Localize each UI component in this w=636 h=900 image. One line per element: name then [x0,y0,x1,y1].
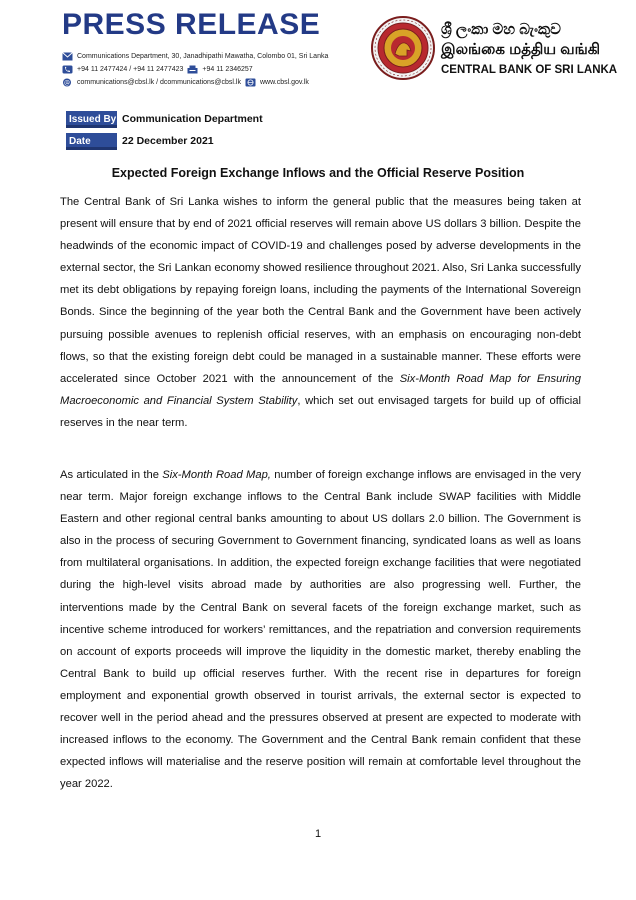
date-row [66,131,263,151]
issued-by-row [66,109,263,129]
bank-name-tamil: இலங்கை மத்திய வங்கி [441,41,601,58]
bank-name-sinhala: ශ්‍රී ලංකා මහ බැංකුව [441,21,561,38]
phone-icon [62,65,73,74]
phone-row [62,63,328,75]
press-release-title: PRESS RELEASE [62,8,321,41]
page-header [0,0,636,100]
website-link[interactable]: www.cbsl.gov.lk [260,79,309,87]
page-number: 1 [314,828,322,840]
paragraph-2-italic: Six-Month Road Map, [162,469,271,481]
issued-by-label: Issued By [66,111,117,128]
phone-text: +94 11 2477424 / +94 11 2477423 [77,65,184,73]
paragraph-1-text-b: , which set out envisaged targets for build up of official reserves in the near term. [60,394,581,429]
email-icon [62,78,73,87]
issued-by-value: Communication Department [122,113,263,125]
paragraph-2 [60,464,581,795]
cbsl-seal-icon [371,16,435,80]
web-icon [245,78,256,87]
paragraph-1-text-a: The Central Bank of Sri Lanka wishes to inform the general public that the measures being taken at present will ensure that by end of 2021 official reserves will remain above US dollars 3 billion. Despite the headwinds of the economic impact of COVID-19 and challenges posed by adverse developments in the external sector, the Sri Lankan economy showed resilience throughout 2021. Also, Sri Lanka successfully met its debt obligations by repaying foreign loans, including the payments of the International Sovereign Bonds. Since the beginning of the year both the Central Bank and the Government have been actively pursuing possible avenues to replenish official reserves, with an emphasis on encouraging non-debt flows, so that the existing foreign debt could be managed in a sustainable manner. These efforts were accelerated since October 2021 with the announcement of the [60,196,581,385]
address-text: Communications Department, 30, Janadhipathi Mawatha, Colombo 01, Sri Lanka [77,52,329,60]
address-row [62,50,328,62]
svg-text:@: @ [64,79,70,87]
document-title: Expected Foreign Exchange Inflows and the Official Reserve Position [111,166,525,180]
email-row [62,77,328,89]
date-label: Date [66,133,117,150]
envelope-icon [62,52,73,61]
date-value: 22 December 2021 [122,135,214,147]
paragraph-1-italic: Six-Month Road Map for Ensuring Macroeconomic and Financial System Stability [60,372,581,407]
contact-block [62,50,328,90]
bank-name-block [441,20,617,78]
email-link[interactable]: communications@cbsl.lk / dcommunications@cbsl.lk [77,79,241,87]
paragraph-1 [60,191,581,434]
bank-name-english: CENTRAL BANK OF SRI LANKA [441,64,618,76]
paragraph-2-text-b: number of foreign exchange inflows are envisaged in the very near term. Major foreign exchange inflows to the Central Bank include SWAP facilities with Middle Eastern and other regional central banks amounting to about US dollars 2.0 billion. The Government is also in the process of securing Government to Government financing, syndicated loans as well as loans from multilateral organisations. In addition, the expected foreign exchange facilities that were negotiated during the high-level visits abroad made by authorities are also progressing well. Further, the interventions made by the Central Bank on several facets of the foreign exchange market, such as incentive scheme introduced for workers’ remittances, and the repatriation and conversion requirements on account of exports proceeds will improve the liquidity in the domestic market, thereby enabling the Central Bank to build up official reserves further. With the recent rise in departures for foreign employment and exponential growth observed in tourist arrivals, the external sector is expected to recover well in the period ahead and the pressures observed at present are expected to moderate with increased inflows to the economy. The Government and the Central Bank remain confident that these expected inflows will materialise and the reserve position will remain at comfortable level throughout the year 2022. [60,469,581,791]
issue-meta [66,109,263,153]
fax-text: +94 11 2346257 [202,65,253,73]
paragraph-2-text-a: As articulated in the [60,469,163,481]
fax-icon [187,65,198,74]
